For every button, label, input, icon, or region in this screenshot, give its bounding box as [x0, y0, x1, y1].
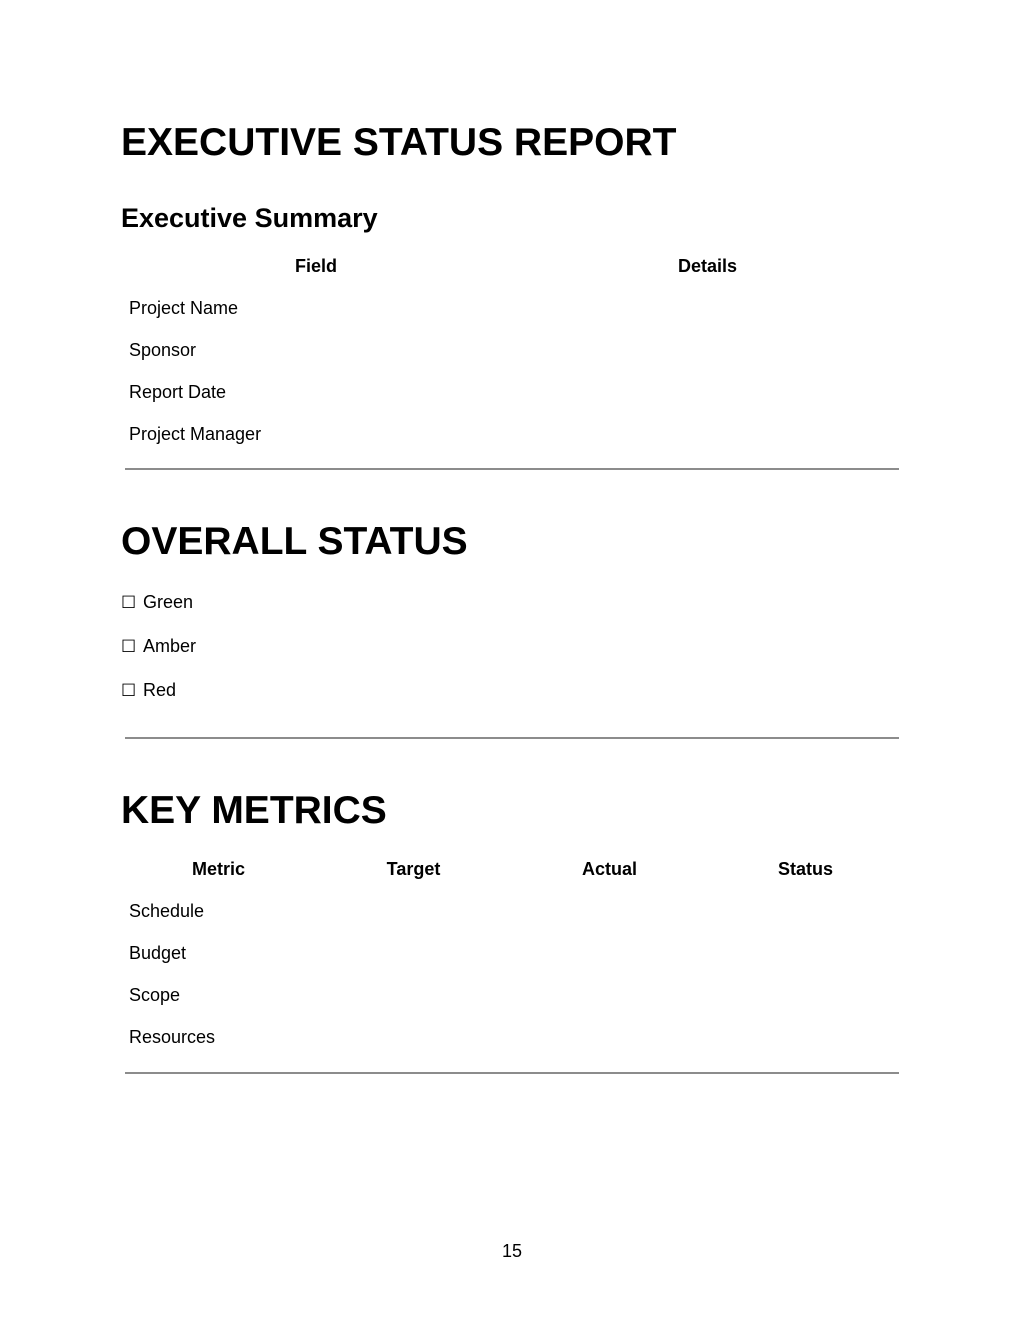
- summary-row-report-date: Report Date: [129, 382, 227, 402]
- checkbox-icon[interactable]: ☐: [121, 593, 137, 613]
- metrics-column-target: Target: [386, 859, 441, 879]
- metrics-divider: [125, 1072, 899, 1074]
- status-option-green[interactable]: [121, 591, 193, 614]
- checkbox-icon[interactable]: ☐: [121, 637, 137, 657]
- status-option-red[interactable]: [121, 679, 176, 702]
- page-number: 15: [501, 1241, 523, 1261]
- summary-column-field: Field: [294, 256, 337, 276]
- status-option-label: Amber: [143, 636, 197, 656]
- summary-divider: [125, 468, 899, 470]
- key-metrics-heading: KEY METRICS: [121, 789, 387, 832]
- checkbox-icon[interactable]: ☐: [121, 681, 137, 701]
- summary-column-details: Details: [677, 256, 738, 276]
- status-option-label: Red: [143, 680, 177, 700]
- status-option-amber[interactable]: [121, 635, 196, 658]
- overall-status-heading: OVERALL STATUS: [121, 520, 468, 563]
- status-option-label: Green: [143, 592, 194, 612]
- status-divider: [125, 737, 899, 739]
- executive-summary-heading: Executive Summary: [121, 203, 378, 233]
- metrics-row-budget: Budget: [129, 943, 187, 963]
- summary-row-project-name: Project Name: [129, 298, 239, 318]
- metrics-column-metric: Metric: [191, 859, 245, 879]
- metrics-row-schedule: Schedule: [129, 901, 205, 921]
- summary-row-project-manager: Project Manager: [129, 424, 262, 444]
- summary-row-sponsor: Sponsor: [129, 340, 197, 360]
- metrics-row-resources: Resources: [129, 1027, 216, 1047]
- report-title: EXECUTIVE STATUS REPORT: [121, 121, 677, 164]
- metrics-column-status: Status: [777, 859, 833, 879]
- metrics-column-actual: Actual: [581, 859, 637, 879]
- metrics-row-scope: Scope: [129, 985, 181, 1005]
